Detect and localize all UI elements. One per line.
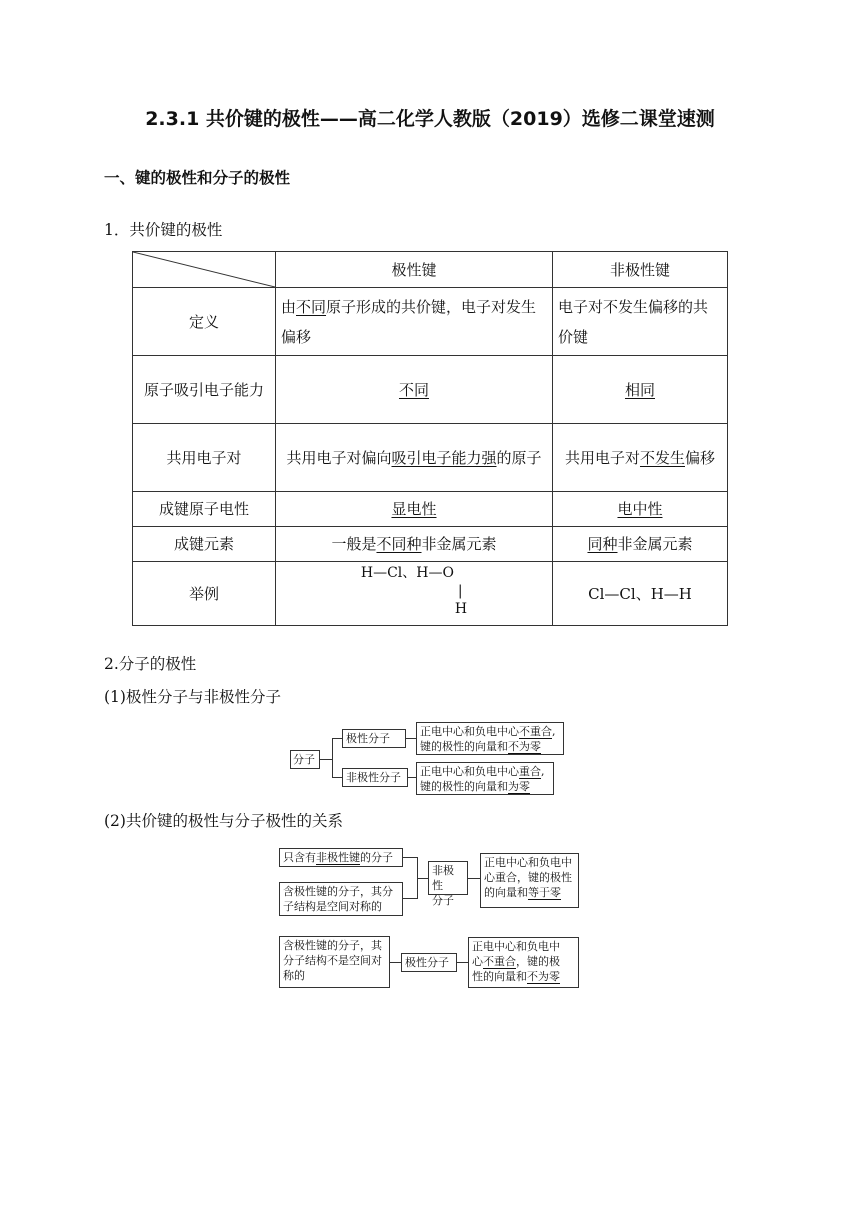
connector (332, 738, 333, 778)
cell-nonpolar-charge: 电中性 (553, 492, 728, 527)
box-polar-description: 正电中心和负电中心不重合, 键的极性的向量和不为零 (416, 722, 564, 755)
box-nonpolar-molecule: 非极性分子 (342, 768, 408, 787)
bond-polarity-table (132, 251, 728, 626)
row-label-electron-pair: 共用电子对 (133, 424, 276, 492)
cell-polar-definition: 由不同原子形成的共价键，电子对发生偏移 (276, 288, 553, 356)
row-label-attraction: 原子吸引电子能力 (133, 356, 276, 424)
cell-nonpolar-attraction: 相同 (553, 356, 728, 424)
header-nonpolar: 非极性键 (553, 252, 728, 288)
subheading-molecule-polarity: 2.分子的极性 (104, 655, 197, 673)
box-polar-bonds-asymmetric: 含极性键的分子，其 分子结构不是空间对 称的 (279, 936, 390, 988)
connector (408, 777, 416, 778)
connector (468, 878, 480, 879)
cell-polar-example (276, 562, 553, 626)
cell-nonpolar-definition: 电子对不发生偏移的共价键 (553, 288, 728, 356)
connector (332, 738, 342, 739)
connector (320, 759, 332, 760)
connector (403, 898, 417, 899)
diagonal-header-cell (133, 252, 276, 288)
row-label-definition: 定义 (133, 288, 276, 356)
box-only-nonpolar-bonds: 只含有非极性键的分子 (279, 848, 403, 867)
cell-polar-attraction: 不同 (276, 356, 553, 424)
header-polar: 极性键 (276, 252, 553, 288)
page-title: 2.3.1 共价键的极性——高二化学人教版（2019）选修二课堂速测 (145, 108, 715, 130)
connector (390, 962, 401, 963)
subheading-bond-molecule-relation: (2)共价键的极性与分子极性的关系 (104, 812, 343, 830)
box-nonpolar-result: 正电中心和负电中 心重合，键的极性 的向量和等于零 (480, 853, 579, 908)
box-molecule: 分子 (290, 750, 320, 769)
cell-nonpolar-example: Cl—Cl、H—H (553, 562, 728, 626)
box-polar-molecule: 极性分子 (401, 953, 457, 972)
row-label-charge: 成键原子电性 (133, 492, 276, 527)
box-polar-result: 正电中心和负电中 心不重合，键的极 性的向量和不为零 (468, 937, 579, 988)
cell-nonpolar-element: 同种非金属元素 (553, 527, 728, 562)
box-nonpolar-molecule: 非极性 分子 (428, 861, 468, 895)
connector (406, 738, 416, 739)
subheading-polar-nonpolar: (1)极性分子与非极性分子 (104, 688, 281, 706)
connector (332, 777, 342, 778)
row-label-element: 成键元素 (133, 527, 276, 562)
cell-nonpolar-electron-pair: 共用电子对不发生偏移 (553, 424, 728, 492)
connector (457, 962, 468, 963)
box-nonpolar-description: 正电中心和负电中心重合, 键的极性的向量和为零 (416, 762, 554, 795)
cell-polar-element: 一般是不同种非金属元素 (276, 527, 553, 562)
structural-formula: H—Cl、H—O | H (360, 565, 468, 617)
connector (417, 878, 428, 879)
connector (403, 857, 417, 858)
box-polar-molecule: 极性分子 (342, 729, 406, 748)
row-label-example: 举例 (133, 562, 276, 626)
subheading-bond-polarity: 1．共价键的极性 (104, 221, 223, 239)
diagonal-line (133, 252, 275, 287)
cell-polar-electron-pair: 共用电子对偏向吸引电子能力强的原子 (276, 424, 553, 492)
section-heading: 一、键的极性和分子的极性 (104, 169, 291, 187)
box-polar-bonds-symmetric: 含极性键的分子，其分 子结构是空间对称的 (279, 882, 403, 916)
cell-polar-charge: 显电性 (276, 492, 553, 527)
